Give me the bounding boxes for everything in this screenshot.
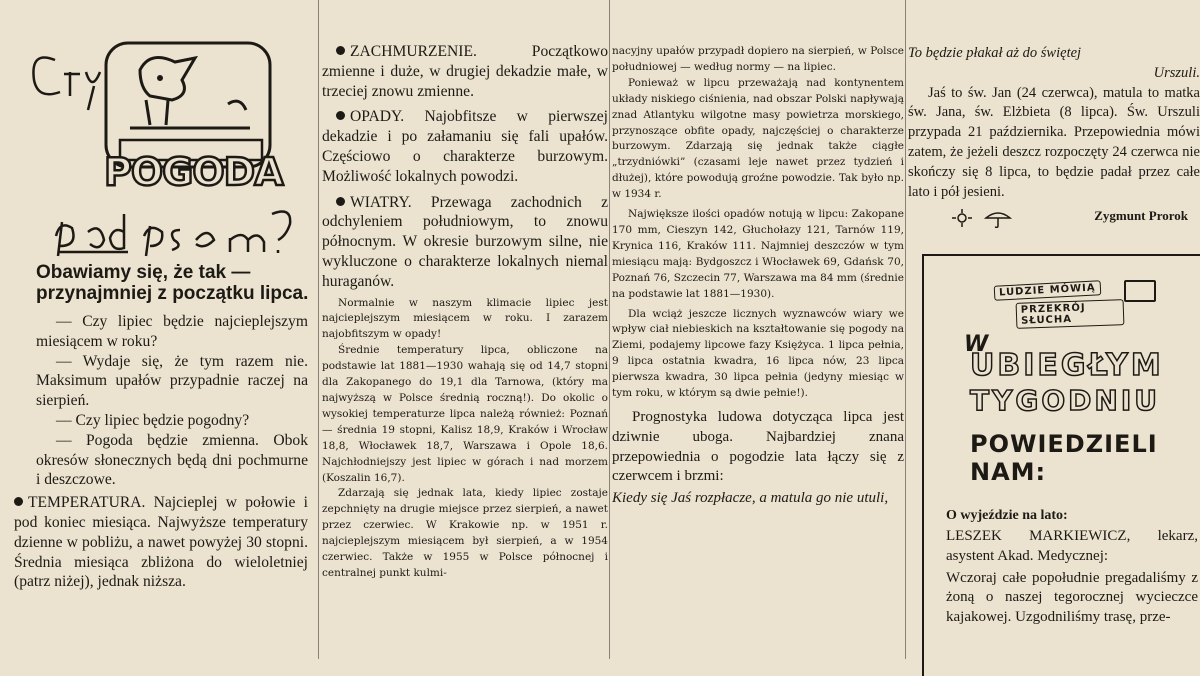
paragraph-text: ZACHMURZENIE. Początkowo zmienne i duże, w drugiej dekadzie małe, w trzeciej znowu zmienne. xyxy=(322,43,608,100)
paragraph: nacyjny upałów przypadł dopiero na sierpień, w Polsce południowej — według normy — na lipiec. xyxy=(612,45,904,73)
paragraph: Ponieważ w lipcu przeważają nad kontynentem układy niskiego ciśnienia, nad obszar Polski napływają znad Atlantyku wilgotne masy powietrza morskiego, przynoszące obfite opady, najczęściej o charakterze burzowym. Zdarzają się jednak także ciągłe „trzydniówki” (czasami leje nawet przez tydzień i dłużej), które powodują groźne powodzie. Tak było np. w 1934 r. xyxy=(612,76,904,201)
sun-umbrella-icon xyxy=(948,208,1028,228)
camera-icon xyxy=(1124,280,1156,302)
bullet-icon xyxy=(336,197,345,206)
paragraph: Prognostyka ludowa dotycząca lipca jest dziwnie uboga. Najbardziej znana przepowiednia o pogodzie lata łączy się z czerwcem i brzmi: xyxy=(612,408,904,485)
paragraph-text: TEMPERATURA. Najcieplej w połowie i pod koniec miesiąca. Najwyższe temperatury dzienne w pobliżu, a nawet powyżej 30 stopni. Średnia miesiąca zbliżona do wieloletniej (patrz niżej), jednak niższa. xyxy=(14,494,308,591)
banner-bottom: PRZEKRÓJ SŁUCHA xyxy=(1016,299,1125,329)
bullet-icon xyxy=(14,497,23,506)
paragraph-text: OPADY. Najobfitsze w pierwszej dekadzie i po załamaniu się fali upałów. Częściowo o charakterze burzowym. Możliwość lokalnych powodzi. xyxy=(322,108,608,185)
author-signature: Zygmunt Prorok xyxy=(1094,208,1188,224)
quote: Kiedy się Jaś rozpłacze, a matula go nie utuli, xyxy=(612,490,889,507)
paragraph: — Wydaje się, że tym razem nie. Maksimum upałów przypadnie raczej na sierpień. xyxy=(36,352,308,410)
paragraph: — Czy lipiec będzie najcieplejszym miesiącem w roku? xyxy=(36,313,308,350)
paragraph: Dla wciąż jeszcze licznych wyznawców wiary we wpływ ciał niebieskich na kształtowanie się pogody na Ziemi, podajemy lipcowe fazy Księżyca. 1 lipca pełnia, 9 lipca ostatnia kwadra, 16 lipca nów, 23 lipca pierwsza kwadra, 30 lipca pełnia (jedyny miesiąc w tym roku, w którym są dwie pełnie!). xyxy=(612,307,904,400)
column-separator xyxy=(609,0,610,659)
box-text: Wczoraj całe popołudnie pregadaliśmy z żoną o naszej tegorocznej wycieczce kajakowej. Uzgodniliśmy trasę, prze- xyxy=(946,569,1198,626)
bullet-icon xyxy=(336,111,345,120)
box-title-nam: NAM: xyxy=(970,458,1047,486)
paragraph: Zdarzają się jednak lata, kiedy lipiec zostaje zepchnięty na drugie miejsce przez sierpień, a nawet przez czerwiec. W Krakowie np. w 1951 r. najcieplejszym miesiącem był sierpień, a w 1954 czerwiec. Także w 1955 w Polsce północnej i centralnej punkt kulmi- xyxy=(322,487,608,579)
paragraph: — Czy lipiec będzie pogodny? xyxy=(56,411,250,429)
column-separator xyxy=(905,0,906,659)
paragraph xyxy=(14,493,308,592)
box-author: LESZEK MARKIEWICZ, lekarz, asystent Akad. Medycznej: xyxy=(946,528,1198,564)
box-title-w: W xyxy=(964,332,990,357)
banner-top: LUDZIE MÓWIĄ xyxy=(994,280,1101,301)
bullet-icon xyxy=(336,46,345,55)
paragraph xyxy=(322,42,608,101)
logo-pogoda-text: POGODA xyxy=(104,150,283,194)
paragraph xyxy=(322,107,608,186)
quote: Urszuli. xyxy=(1153,64,1200,81)
box-subhead: O wyjeździe na lato: xyxy=(946,508,1068,523)
paragraph xyxy=(322,193,608,292)
logo xyxy=(0,0,312,260)
column-separator xyxy=(318,0,319,659)
box-title-powiedzieli: POWIEDZIELI xyxy=(970,430,1158,458)
paragraph-text: WIATRY. Przewaga zachodnich z odchyleniem południowym, to znowu północnym. W okresie burzowym silne, nie wykluczone o charakterze lokalnych niemal huraganów. xyxy=(322,193,608,290)
paragraph: Największe ilości opadów notują w lipcu: Zakopane 170 mm, Cieszyn 142, Głuchołazy 121, Tarnów 119, Krynica 116, Kraków 111. Najmniej deszczów w tym miesiącu mają: Bydgoszcz i Włocławek 69, Gdańsk 70, Poznań 76, Szczecin 77, Warszawa ma 84 mm (średnie na podstawie lat 1881—1930). xyxy=(612,208,904,300)
paragraph: — Pogoda będzie zmienna. Obok okresów słonecznych będą dni pochmurne i deszczowe. xyxy=(36,431,308,489)
paragraph: Normalnie w naszym klimacie lipiec jest najcieplejszym miesiącem w roku. I zarazem najobfitszym w opady! xyxy=(322,296,608,341)
column-1 xyxy=(0,0,312,659)
headline: Obawiamy się, że tak — przynajmniej z początku lipca. xyxy=(36,262,309,304)
column-3 xyxy=(612,0,904,659)
box-title-ubieglym: UBIEGŁYM xyxy=(970,348,1164,383)
ludzie-mowia-banner xyxy=(994,280,1124,327)
quote: To będzie płakał aż do świętej xyxy=(908,45,1082,61)
ludzie-mowia-box xyxy=(922,254,1200,676)
paragraph: Średnie temperatury lipca, obliczone na podstawie lat 1881—1930 wahają się od 14,7 stopni dla Zakopanego do 19,1 dla Tarnowa, (który ma najwyższą w Polsce średnią roczną!). Do okolic o wysokiej temperaturze lipca należą również: Poznań — średnia 19 stopni, Kalisz 18,9, Kraków i Wrocław 18,8, Włocławek 18,7, Warszawa i Opole 18,6. Najchłodniejszy jest lipiec w górach i nad morzem (Koszalin 16,7). xyxy=(322,344,608,484)
paragraph: Jaś to św. Jan (24 czerwca), matula to matka św. Jana, św. Elżbieta (8 lipca). Św. Urszuli przypada 21 października. Przepowiednia mówi zatem, że jeżeli deszcz rozpoczęty 24 czerwca nie skończy się 8 lipca, to będzie padał przez całe lato i pół jesieni. xyxy=(908,84,1200,200)
column-2 xyxy=(322,0,608,659)
box-title-tygodniu: TYGODNIU xyxy=(970,384,1160,417)
dog-logo-icon xyxy=(0,0,312,260)
